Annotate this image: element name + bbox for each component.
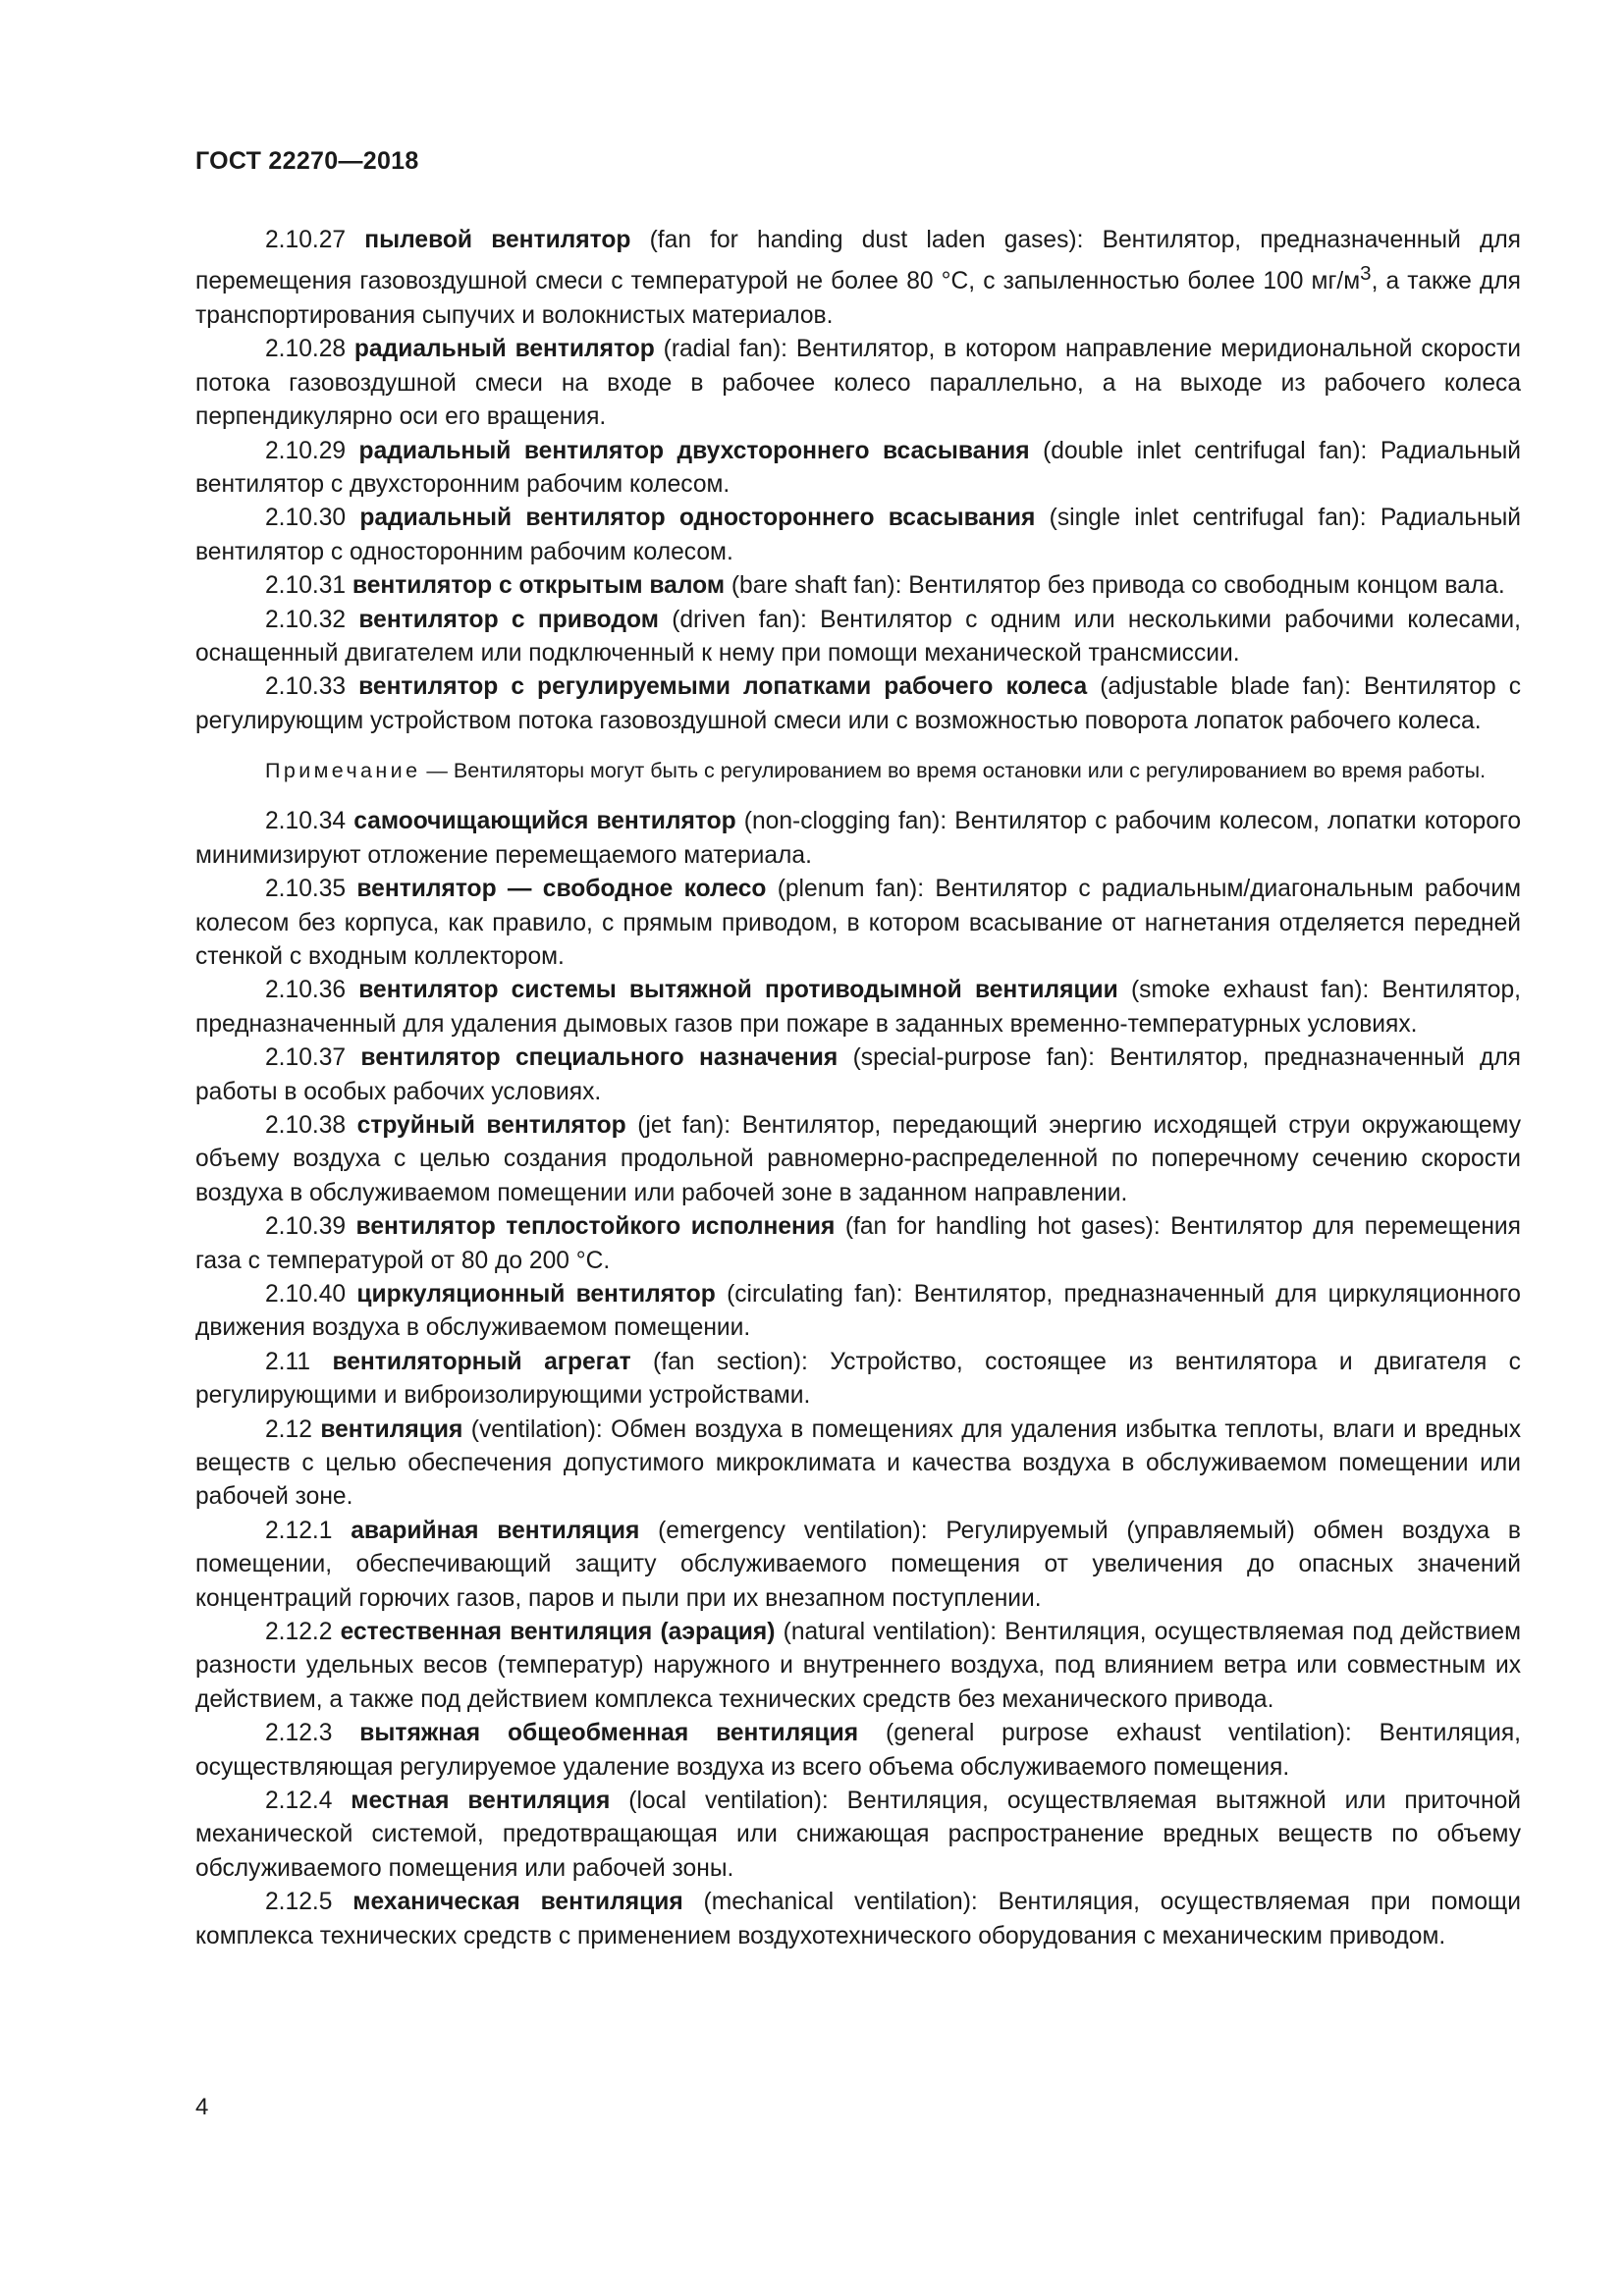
term-definition: (driven fan): Вентилятор с одним или несколькими рабочими колесами, оснащенный двигателем или подключенный к нему при помощи механической трансмиссии. [195,606,1521,667]
term-entry [195,1717,1521,1785]
term-number: 2.10.36 [265,977,347,1004]
term-name: вентилятор с приводом [358,606,659,633]
term-definition: (fan for handling hot gases): Вентилятор для перемещения газа с температурой от 80 до 200 °C. [195,1213,1521,1274]
term-entry [195,224,1521,333]
term-number: 2.10.35 [265,876,347,903]
term-definition: (adjustable blade fan): Вентилятор с регулирующим устройством потока газовоздушной смеси или с возможностью поворота лопаток рабочего колеса. [195,673,1521,734]
term-definition: (circulating fan): Вентилятор, предназначенный для циркуляционного движения воздуха в обслуживаемом помещении. [195,1280,1521,1342]
term-definition: (double inlet centrifugal fan): Радиальный вентилятор с двухсторонним рабочим колесом. [195,437,1522,499]
term-name: радиальный вентилятор одностороннего всасывания [359,505,1036,532]
term-entry [195,1278,1521,1346]
term-entry [195,333,1521,434]
note-text: — Вентиляторы могут быть с регулированием во время остановки или с регулированием во время работы. [420,759,1487,783]
term-name: радиальный вентилятор двухстороннего всасывания [358,437,1030,464]
term-definition: (special-purpose fan): Вентилятор, предназначенный для работы в особых рабочих условиях. [195,1044,1521,1105]
term-definition: (smoke exhaust fan): Вентилятор, предназначенный для удаления дымовых газов при пожаре в заданных временно-температурных условиях. [195,977,1521,1038]
term-number: 2.12.1 [265,1517,333,1544]
term-name: вентилятор с открытым валом [352,572,726,600]
term-definition: (radial fan): Вентилятор, в котором направление меридиональной скорости потока газовоздушной смеси на входе в рабочее колесо параллельно, а на выходе из рабочего колеса перпендикулярно оси его вращения. [195,336,1521,431]
term-name: естественная вентиляция (аэрация) [340,1619,776,1646]
term-name: аварийная вентиляция [351,1517,640,1544]
term-entry [195,670,1521,738]
term-number: 2.10.33 [265,673,347,701]
term-number: 2.12.5 [265,1889,333,1916]
term-entry [195,1785,1521,1886]
term-number: 2.10.32 [265,606,347,633]
term-name: струйный вентилятор [356,1111,626,1139]
term-entry [195,805,1521,873]
term-name: циркуляционный вентилятор [356,1280,716,1308]
term-definition: (jet fan): Вентилятор, передающий энергию исходящей струи окружающему объему воздуха с целью создания продольной равномерно-распределенной по поперечному сечению скорости воздуха в обслуживаемом помещении или рабочей зоне в заданном направлении. [195,1111,1521,1206]
document-header: ГОСТ 22270—2018 [195,147,419,175]
term-number: 2.12 [265,1415,312,1443]
term-number: 2.10.29 [265,437,347,464]
term-name: вентиляторный агрегат [332,1348,631,1375]
term-entry [195,569,1521,603]
term-definition: (plenum fan): Вентилятор с радиальным/диагональным рабочим колесом без корпуса, как правило, с прямым приводом, в котором всасывание от нагнетания отделяется передней стенкой с входным коллектором. [195,876,1521,970]
term-name: вентилятор с регулируемыми лопатками рабочего колеса [358,673,1088,701]
term-number: 2.10.27 [265,227,347,253]
term-name: вентиляция [320,1415,463,1443]
term-definition: (single inlet centrifugal fan): Радиальный вентилятор с односторонним рабочим колесом. [195,505,1522,565]
term-number: 2.12.2 [265,1619,333,1646]
term-definition: (fan for handing dust laden gases): Вентилятор, предназначенный для перемещения газовоздушной смеси с температурой не более 80 °C, с запыленностью более 100 мг/м [195,227,1521,295]
term-definition: (ventilation): Обмен воздуха в помещениях для удаления избытка теплоты, влаги и вредных веществ с целью обеспечения допустимого микроклимата и качества воздуха в обслуживаемом помещении или рабочей зоне. [195,1415,1521,1511]
term-definition: (general purpose exhaust ventilation): Вентиляция, осуществляющая регулируемое удаление воздуха из всего объема обслуживаемого помещения. [195,1720,1521,1781]
term-number: 2.12.4 [265,1788,333,1815]
term-number: 2.12.3 [265,1720,333,1747]
term-entry [195,873,1521,974]
term-number: 2.10.30 [265,505,347,532]
term-name: механическая вентиляция [352,1889,683,1916]
term-name: вентилятор теплостойкого исполнения [355,1213,836,1241]
term-definition: (local ventilation): Вентиляция, осуществляемая вытяжной или приточной механической системой, предотвращающая или снижающая распространение вредных веществ по объему обслуживаемого помещения или рабочей зоны. [195,1788,1521,1882]
term-entry [195,1346,1521,1414]
term-definition: (non-clogging fan): Вентилятор с рабочим колесом, лопатки которого минимизируют отложение перемещаемого материала. [195,808,1521,869]
term-number: 2.10.39 [265,1213,347,1241]
term-number: 2.10.31 [265,572,347,600]
term-entry [195,1210,1521,1278]
term-name: вытяжная общеобменная вентиляция [359,1720,859,1747]
page-number: 4 [195,2094,209,2120]
term-definition: (natural ventilation): Вентиляция, осуществляемая под действием разности удельных весов (температур) наружного и внутреннего воздуха, под влиянием ветра или совместным их действием, а также под действием комплекса технических средств без механического привода. [195,1619,1522,1713]
term-definition: (fan section): Устройство, состоящее из вентилятора и двигателя с регулирующими и виброизолирующими устройствами. [195,1348,1521,1410]
note-label: Примечание [265,759,421,783]
term-number: 2.10.38 [265,1111,347,1139]
term-name: радиальный вентилятор [353,336,655,363]
term-entry [195,502,1521,569]
term-name: вентилятор — свободное колесо [356,876,767,903]
term-definition-tail: , а также для транспортирования сыпучих и волокнистых материалов. [195,268,1521,329]
term-name: пылевой вентилятор [364,227,631,253]
term-entry [195,604,1521,671]
term-name: вентилятор системы вытяжной противодымной вентиляции [358,977,1118,1004]
term-list-2 [195,805,1521,1953]
term-entry [195,1886,1521,1953]
note [195,756,1521,785]
term-number: 2.10.28 [265,336,347,363]
term-entry [195,1515,1521,1616]
term-number: 2.11 [265,1348,311,1375]
term-definition: (mechanical ventilation): Вентиляция, осуществляемая при помощи комплекса технических средств с применением воздухотехнического оборудования с механическим приводом. [195,1889,1521,1949]
term-number: 2.10.34 [265,808,347,835]
term-entry [195,435,1521,503]
term-entry [195,1109,1521,1210]
term-name: вентилятор специального назначения [360,1044,839,1072]
term-definition: (bare shaft fan): Вентилятор без привода со свободным концом вала. [725,572,1505,600]
term-entry [195,1414,1521,1515]
term-name: местная вентиляция [351,1788,611,1815]
term-entry [195,1041,1521,1109]
document-body [195,224,1521,1953]
term-definition: (emergency ventilation): Регулируемый (управляемый) обмен воздуха в помещении, обеспечивающий защиту обслуживаемого помещения от увеличения до опасных значений концентраций горючих газов, паров и пыли при их внезапном поступлении. [195,1517,1521,1612]
term-entry [195,974,1521,1041]
term-entry [195,1616,1521,1717]
term-number: 2.10.40 [265,1280,347,1308]
term-number: 2.10.37 [265,1044,347,1072]
term-list-1 [195,224,1521,738]
term-name: самоочищающийся вентилятор [353,808,736,835]
superscript: 3 [1360,262,1372,286]
